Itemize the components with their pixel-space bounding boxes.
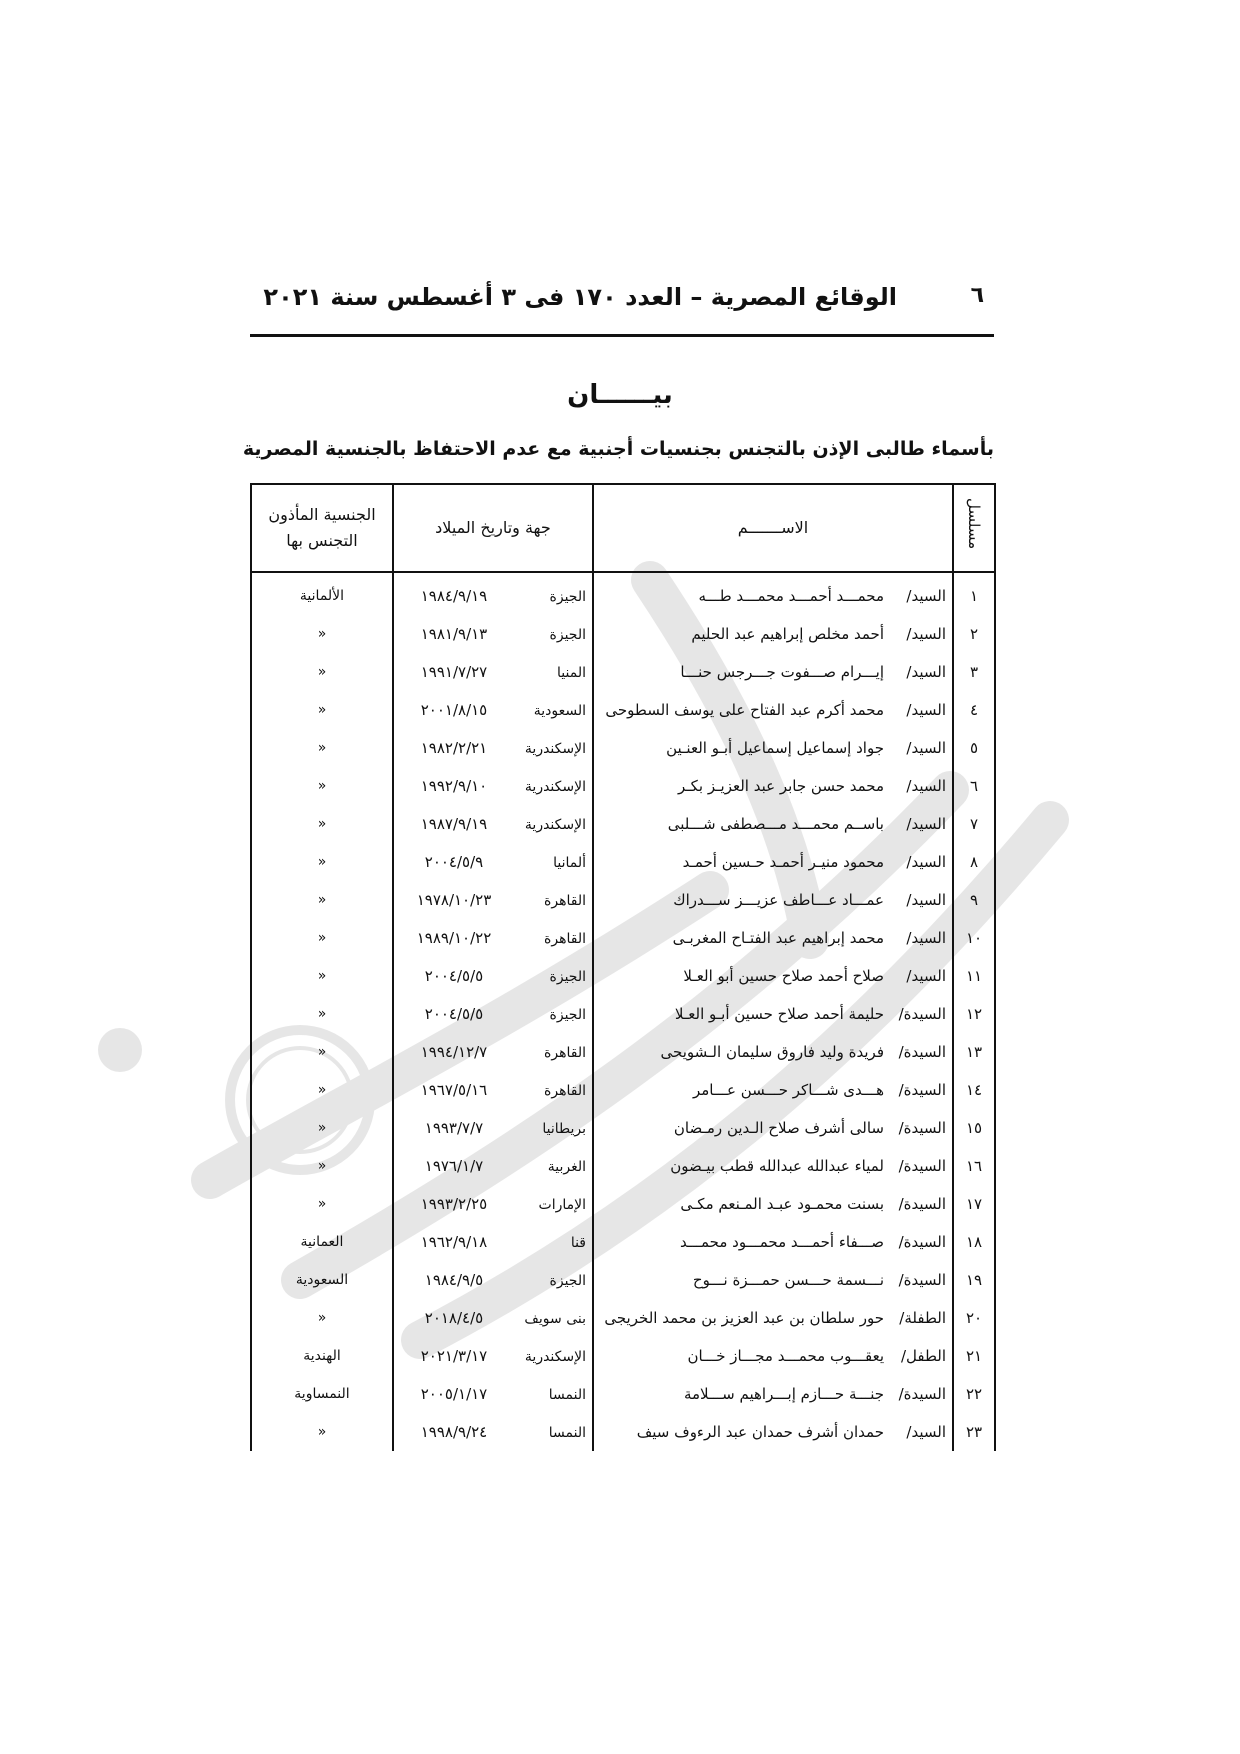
row-birth-place: الإسكندرية <box>524 779 586 795</box>
row-birth-date: ٢٠٢١/٣/١٧ <box>420 1347 488 1365</box>
row-full-name: يعقـــوب محمـــد مجـــاز خـــان <box>687 1347 884 1365</box>
row-nationality: « <box>251 843 393 881</box>
row-full-name: محمد أكرم عبد الفتاح على يوسف السطوحى <box>605 701 884 719</box>
table-row <box>251 1033 995 1071</box>
table-row <box>251 1337 995 1375</box>
row-birth-date: ١٩٩٤/١٢/٧ <box>420 1043 488 1061</box>
naturalization-table <box>250 483 996 1451</box>
row-serial: ٨ <box>953 843 995 881</box>
row-birth-date: ١٩٦٢/٩/١٨ <box>420 1233 488 1251</box>
row-honorific: الطفل/ <box>900 1347 946 1365</box>
header-serial: مسلسل <box>953 484 995 572</box>
row-nationality: « <box>251 1147 393 1185</box>
row-honorific: السيد/ <box>906 625 946 643</box>
row-honorific: السيد/ <box>906 777 946 795</box>
row-name-cell <box>593 843 953 881</box>
row-birth-place: النمسا <box>548 1387 586 1403</box>
row-honorific: السيدة/ <box>898 1081 946 1099</box>
row-full-name: هـــدى شـــاكر حـــسن عـــامر <box>692 1081 884 1099</box>
row-name-cell <box>593 1185 953 1223</box>
row-name-cell <box>593 1147 953 1185</box>
row-name-cell <box>593 653 953 691</box>
row-full-name: محمـــد أحمـــد محمـــد طـــه <box>698 587 884 605</box>
row-birth-cell <box>393 957 593 995</box>
table-row <box>251 1071 995 1109</box>
row-name-cell <box>593 1261 953 1299</box>
document-subtitle: بأسماء طالبى الإذن بالتجنس بجنسيات أجنبية مع عدم الاحتفاظ بالجنسية المصرية <box>242 438 994 460</box>
row-name-cell <box>593 1375 953 1413</box>
row-birth-place: المنيا <box>557 665 586 681</box>
row-full-name: محمد إبراهيم عبد الفتـاح المغربـى <box>672 929 884 947</box>
row-nationality: « <box>251 1109 393 1147</box>
row-name-cell <box>593 881 953 919</box>
row-birth-place: القاهرة <box>544 893 586 909</box>
row-birth-place: القاهرة <box>544 931 586 947</box>
row-birth-date: ١٩٨٤/٩/٥ <box>424 1271 484 1289</box>
row-nationality: « <box>251 805 393 843</box>
table-row <box>251 1109 995 1147</box>
row-name-cell <box>593 995 953 1033</box>
row-honorific: السيدة/ <box>898 1157 946 1175</box>
row-birth-date: ١٩٧٨/١٠/٢٣ <box>416 891 492 909</box>
row-full-name: بسنت محمـود عبـد المـنعم مكـى <box>680 1195 884 1213</box>
table-header-row <box>251 484 995 572</box>
row-serial: ١ <box>953 572 995 615</box>
row-birth-date: ١٩٧٦/١/٧ <box>424 1157 484 1175</box>
table-row <box>251 881 995 919</box>
row-honorific: الطفلة/ <box>899 1309 946 1327</box>
table-row <box>251 1413 995 1451</box>
row-birth-date: ١٩٩٣/٢/٢٥ <box>420 1195 488 1213</box>
row-birth-cell <box>393 767 593 805</box>
row-serial: ٤ <box>953 691 995 729</box>
row-birth-date: ١٩٨٢/٢/٢١ <box>420 739 488 757</box>
row-nationality: « <box>251 767 393 805</box>
table-row <box>251 767 995 805</box>
row-serial: ١٠ <box>953 919 995 957</box>
row-nationality: « <box>251 919 393 957</box>
row-birth-cell <box>393 995 593 1033</box>
row-birth-date: ١٩٨٩/١٠/٢٢ <box>416 929 492 947</box>
row-honorific: السيد/ <box>906 929 946 947</box>
page-header <box>248 283 992 323</box>
row-birth-place: الإمارات <box>538 1197 586 1213</box>
row-birth-place: الجيزة <box>549 1273 586 1289</box>
row-birth-place: الجيزة <box>549 1007 586 1023</box>
row-name-cell <box>593 1033 953 1071</box>
row-nationality: « <box>251 1033 393 1071</box>
gazette-header-title: الوقائع المصرية – العدد ١٧٠ فى ٣ أغسطس سنة ٢٠٢١ <box>263 283 897 311</box>
row-name-cell <box>593 919 953 957</box>
row-nationality: النمساوية <box>251 1375 393 1413</box>
row-nationality: « <box>251 1185 393 1223</box>
row-honorific: السيد/ <box>906 701 946 719</box>
row-full-name: صـــفاء أحمـــد محمـــود محمـــد <box>679 1233 884 1251</box>
row-birth-place: بنى سويف <box>524 1311 586 1327</box>
table-row <box>251 572 995 615</box>
row-name-cell <box>593 805 953 843</box>
table-row <box>251 729 995 767</box>
row-birth-place: القاهرة <box>544 1083 586 1099</box>
table-row <box>251 1223 995 1261</box>
row-birth-cell <box>393 843 593 881</box>
row-birth-cell <box>393 1413 593 1451</box>
table-row <box>251 1147 995 1185</box>
row-full-name: حور سلطان بن عبد العزيز بن محمد الخريجى <box>604 1309 884 1327</box>
row-birth-place: الجيزة <box>549 589 586 605</box>
row-honorific: السيدة/ <box>898 1271 946 1289</box>
row-nationality: « <box>251 653 393 691</box>
row-nationality: العمانية <box>251 1223 393 1261</box>
row-birth-cell <box>393 919 593 957</box>
row-full-name: جواد إسماعيل إسماعيل أبـو العنـين <box>666 739 884 757</box>
row-birth-date: ١٩٩١/٧/٢٧ <box>420 663 488 681</box>
row-name-cell <box>593 1413 953 1451</box>
row-birth-place: الإسكندرية <box>524 1349 586 1365</box>
table-row <box>251 843 995 881</box>
row-birth-place: الغربية <box>547 1159 586 1175</box>
table-row <box>251 1299 995 1337</box>
row-honorific: السيدة/ <box>898 1119 946 1137</box>
row-nationality: « <box>251 691 393 729</box>
row-birth-cell <box>393 1033 593 1071</box>
table-row <box>251 615 995 653</box>
row-birth-date: ١٩٩٣/٧/٧ <box>424 1119 484 1137</box>
row-nationality: « <box>251 957 393 995</box>
row-full-name: صلاح أحمد صلاح حسين أبو العـلا <box>683 967 884 985</box>
row-birth-cell <box>393 1337 593 1375</box>
row-birth-date: ١٩٨٧/٩/١٩ <box>420 815 488 833</box>
row-nationality: « <box>251 729 393 767</box>
row-nationality: « <box>251 1299 393 1337</box>
row-full-name: أحمد مخلص إبراهيم عبد الحليم <box>691 625 884 643</box>
row-honorific: السيد/ <box>906 587 946 605</box>
row-honorific: السيد/ <box>906 739 946 757</box>
row-serial: ١٤ <box>953 1071 995 1109</box>
row-serial: ٧ <box>953 805 995 843</box>
row-birth-cell <box>393 805 593 843</box>
row-honorific: السيد/ <box>906 815 946 833</box>
row-birth-cell <box>393 1299 593 1337</box>
row-honorific: السيدة/ <box>898 1385 946 1403</box>
row-serial: ٩ <box>953 881 995 919</box>
row-birth-date: ١٩٨١/٩/١٣ <box>420 625 488 643</box>
header-divider <box>250 334 994 337</box>
table-row <box>251 1261 995 1299</box>
table-row <box>251 919 995 957</box>
row-birth-place: السعودية <box>533 703 586 719</box>
row-serial: ١٩ <box>953 1261 995 1299</box>
row-full-name: حليمة أحمد صلاح حسين أبـو العـلا <box>674 1005 884 1023</box>
row-nationality: « <box>251 615 393 653</box>
row-nationality: « <box>251 881 393 919</box>
row-serial: ٢ <box>953 615 995 653</box>
row-serial: ٢٠ <box>953 1299 995 1337</box>
row-nationality: « <box>251 1413 393 1451</box>
row-birth-cell <box>393 1147 593 1185</box>
row-honorific: السيد/ <box>906 663 946 681</box>
row-birth-date: ١٩٦٧/٥/١٦ <box>420 1081 488 1099</box>
row-full-name: سالى أشرف صلاح الـدين رمـضان <box>673 1119 884 1137</box>
row-serial: ٥ <box>953 729 995 767</box>
row-name-cell <box>593 615 953 653</box>
row-serial: ٢١ <box>953 1337 995 1375</box>
row-birth-place: الجيزة <box>549 969 586 985</box>
row-birth-place: الإسكندرية <box>524 817 586 833</box>
row-birth-date: ٢٠٠٤/٥/٩ <box>424 853 484 871</box>
row-full-name: جنـــة حـــازم إبـــراهيم ســـلامة <box>683 1385 884 1403</box>
row-full-name: محمود منيـر أحمـد حـسين أحمـد <box>682 853 884 871</box>
row-birth-place: قنا <box>570 1235 586 1251</box>
row-birth-cell <box>393 1375 593 1413</box>
row-serial: ١٨ <box>953 1223 995 1261</box>
row-birth-cell <box>393 881 593 919</box>
row-nationality: « <box>251 1071 393 1109</box>
row-name-cell <box>593 767 953 805</box>
row-birth-place: ألمانيا <box>553 855 586 871</box>
row-name-cell <box>593 1337 953 1375</box>
row-birth-cell <box>393 653 593 691</box>
row-serial: ١١ <box>953 957 995 995</box>
row-serial: ٢٣ <box>953 1413 995 1451</box>
row-full-name: نـــسمة حـــسن حمـــزة نـــوح <box>692 1271 884 1289</box>
page-number: ٦ <box>970 283 984 308</box>
row-serial: ١٧ <box>953 1185 995 1223</box>
row-serial: ٦ <box>953 767 995 805</box>
row-full-name: عمـــاد عـــاطف عزيـــز ســـدراك <box>673 891 884 909</box>
table-row <box>251 1375 995 1413</box>
row-birth-date: ٢٠٠٤/٥/٥ <box>424 967 484 985</box>
row-nationality: السعودية <box>251 1261 393 1299</box>
row-name-cell <box>593 1109 953 1147</box>
row-full-name: باســم محمـــد مـــصطفى شـــلبى <box>667 815 884 833</box>
row-full-name: إيـــرام صـــفوت جـــرجس حنـــا <box>680 663 884 681</box>
table-row <box>251 957 995 995</box>
row-birth-date: ٢٠٠٥/١/١٧ <box>420 1385 488 1403</box>
row-name-cell <box>593 691 953 729</box>
row-name-cell <box>593 1299 953 1337</box>
row-birth-date: ١٩٩٢/٩/١٠ <box>420 777 488 795</box>
row-full-name: لمياء عبدالله عبدالله قطب بيـضون <box>670 1157 884 1175</box>
row-honorific: السيد/ <box>906 967 946 985</box>
row-birth-place: الجيزة <box>549 627 586 643</box>
row-birth-date: ١٩٩٨/٩/٢٤ <box>420 1423 488 1441</box>
row-birth-place: النمسا <box>548 1425 586 1441</box>
row-birth-cell <box>393 1223 593 1261</box>
row-honorific: السيدة/ <box>898 1233 946 1251</box>
row-full-name: حمدان أشرف حمدان عبد الرءوف سيف <box>636 1423 884 1441</box>
row-birth-cell <box>393 729 593 767</box>
row-birth-place: القاهرة <box>544 1045 586 1061</box>
row-honorific: السيد/ <box>906 1423 946 1441</box>
row-serial: ١٦ <box>953 1147 995 1185</box>
row-honorific: السيدة/ <box>898 1043 946 1061</box>
row-serial: ٣ <box>953 653 995 691</box>
row-full-name: فريدة وليد فاروق سليمان الـشويحى <box>660 1043 884 1061</box>
header-birth: جهة وتاريخ الميلاد <box>393 484 593 572</box>
row-name-cell <box>593 729 953 767</box>
row-birth-cell <box>393 1261 593 1299</box>
table-row <box>251 995 995 1033</box>
row-birth-cell <box>393 615 593 653</box>
header-name: الاســـــــم <box>593 484 953 572</box>
row-birth-cell <box>393 572 593 615</box>
row-birth-cell <box>393 691 593 729</box>
document-title: بيــــــان <box>567 380 673 410</box>
row-honorific: السيدة/ <box>898 1005 946 1023</box>
header-nationality: الجنسية المأذون التجنس بها <box>251 484 393 572</box>
row-birth-date: ١٩٨٤/٩/١٩ <box>420 587 488 605</box>
table-row <box>251 691 995 729</box>
table-row <box>251 1185 995 1223</box>
row-honorific: السيدة/ <box>898 1195 946 1213</box>
row-birth-cell <box>393 1185 593 1223</box>
row-name-cell <box>593 1223 953 1261</box>
row-honorific: السيد/ <box>906 853 946 871</box>
row-name-cell <box>593 957 953 995</box>
row-serial: ٢٢ <box>953 1375 995 1413</box>
row-serial: ١٢ <box>953 995 995 1033</box>
table-body <box>251 572 995 1451</box>
table-row <box>251 805 995 843</box>
row-name-cell <box>593 1071 953 1109</box>
row-birth-date: ٢٠٠٤/٥/٥ <box>424 1005 484 1023</box>
row-birth-date: ٢٠٠١/٨/١٥ <box>420 701 488 719</box>
row-honorific: السيد/ <box>906 891 946 909</box>
row-nationality: الهندية <box>251 1337 393 1375</box>
row-name-cell <box>593 572 953 615</box>
row-serial: ١٥ <box>953 1109 995 1147</box>
row-birth-date: ٢٠١٨/٤/٥ <box>424 1309 484 1327</box>
row-full-name: محمد حسن جابر عبد العزيـز بكـر <box>677 777 884 795</box>
row-serial: ١٣ <box>953 1033 995 1071</box>
row-birth-cell <box>393 1071 593 1109</box>
row-nationality: « <box>251 995 393 1033</box>
row-birth-place: بريطانيا <box>542 1121 586 1137</box>
row-nationality: الألمانية <box>251 572 393 615</box>
row-birth-cell <box>393 1109 593 1147</box>
table-row <box>251 653 995 691</box>
row-birth-place: الإسكندرية <box>524 741 586 757</box>
